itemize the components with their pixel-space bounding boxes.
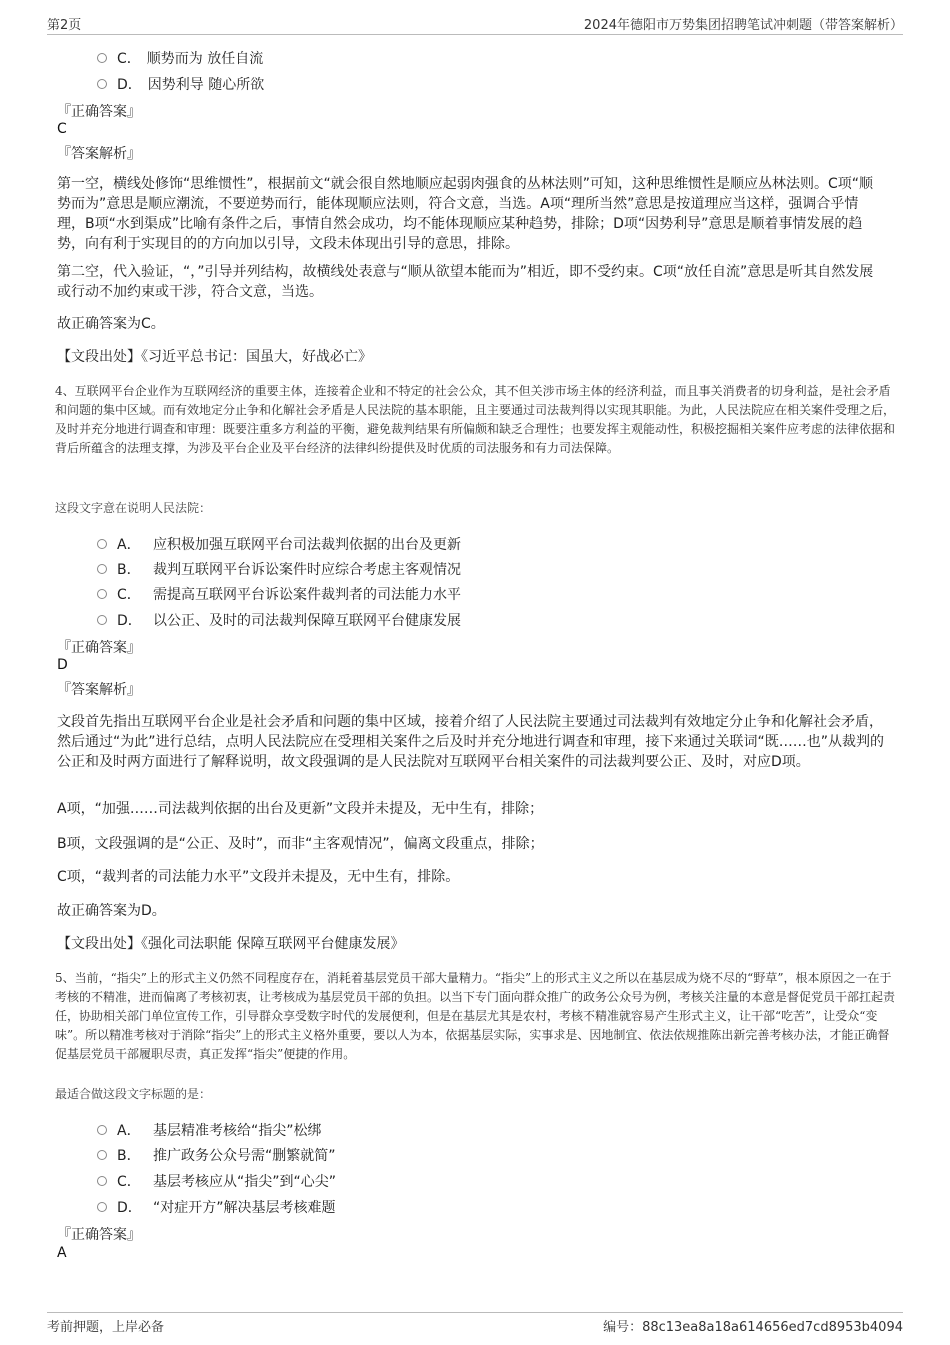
q4-analysis-3: B项，文段强调的是“公正、及时”，而非“主客观情况”，偏离文段重点，排除； <box>57 836 544 852</box>
q5-stem: 5、当前，“指尖”上的形式主义仍然不同程度存在，消耗着基层党员干部大量精力。“指尖”上的形式主义之所以在基层成为烧不尽的“野草”，根本原因之一在于考核的不精准，进而偏离了考核初衷，让考核成为基层党员干部的负担。以当下专门面向群众推广的政务公众号为例，考核关注量的本意是督促党员干部扛起责任，协助相关部门单位宣传工作，引导群众享受数字时代的发展便利，但是在基层尤其是农村，考核不精准就容易产生形式主义，让干部“吃苦”，让受众“变味”。所以精准考核对于消除“指尖”上的形式主义格外重要，要以人为本，依据基层实际，实事求是、因地制宜、依法依规推陈出新完善考核办法，才能正确督促基层党员干部履职尽责，真正发挥“指尖”便捷的作用。 <box>55 971 896 1061</box>
q3-answer: C <box>57 121 67 137</box>
q4-stem: 4、互联网平台企业作为互联网经济的重要主体，连接着企业和不特定的社会公众，其不但关涉市场主体的经济利益，而且事关消费者的切身利益，是社会矛盾和问题的集中区域。而有效地定分止争和化解社会矛盾是人民法院的基本职能，且主要通过司法裁判得以实现其职能。为此，人民法院应在相关案件受理之后，及时并充分地进行调查和审理：既要注重多方利益的平衡，避免裁判结果有所偏颇和缺乏合理性；也要发挥主观能动性，积极挖掘相关案件应考虑的法律依据和背后所蕴含的法理支撑，为涉及平台企业及平台经济的法律纠纷提供及时优质的司法服务和有力司法保障。 <box>55 384 896 455</box>
q4-analysis-5: 故正确答案为D。 <box>57 903 166 919</box>
radio-icon[interactable] <box>97 589 107 599</box>
q5-option-c[interactable]: C． 基层考核应从“指尖”到“心尖” <box>97 1171 336 1191</box>
q3-option-c[interactable]: C． 顺势而为 放任自流 <box>97 48 263 68</box>
q3-source: 【文段出处】《习近平总书记：国虽大，好战必亡》 <box>57 349 372 365</box>
q4-analysis-1: 文段首先指出互联网平台企业是社会矛盾和问题的集中区域，接着介绍了人民法院主要通过司法裁判有效地定分止争和化解社会矛盾，然后通过“为此”进行总结，点明人民法院应在受理相关案件之后及时并充分地进行调查和审理，接下来通过关联词“既……也”从裁判的公正和及时两方面进行了解释说明，故文段强调的是人民法院对互联网平台相关案件的司法裁判要公正、及时，对应D项。 <box>57 714 885 770</box>
q3-option-d[interactable]: D． 因势利导 随心所欲 <box>97 74 264 94</box>
q4-prompt: 这段文字意在说明人民法院： <box>55 501 212 515</box>
q3-analysis-2: 第二空，代入验证，“，”引导并列结构，故横线处表意与“顺从欲望本能而为”相近，即不受约束。C项“放任自流”意思是听其自然发展或行动不加约束或干涉，符合文意，当选。 <box>57 264 874 300</box>
radio-icon[interactable] <box>97 53 107 63</box>
footer-slogan: 考前押题，上岸必备 <box>47 1320 165 1335</box>
page-number: 第2页 <box>47 18 82 33</box>
q3-analysis-1: 第一空，横线处修饰“思维惯性”，根据前文“就会很自然地顺应起弱肉强食的丛林法则”可知，这种思维惯性是顺应丛林法则。C项“顺势而为”意思是顺应潮流，不要逆势而行，能体现顺应法则，符合文意，当选。A项“理所当然”意思是按道理应当这样，强调合乎情理，B项“水到渠成”比喻有条件之后，事情自然会成功，均不能体现顺应某种趋势，排除；D项“因势利导”意思是顺着事情发展的趋势，向有利于实现目的的方向加以引导，文段未体现出引导的意思，排除。 <box>57 176 874 252</box>
q4-analysis-4: C项，“裁判者的司法能力水平”文段并未提及，无中生有，排除。 <box>57 869 460 885</box>
document-code: 编号：88c13ea8a18a614656ed7cd8953b4094 <box>603 1320 903 1335</box>
page-footer <box>47 1312 903 1338</box>
radio-icon[interactable] <box>97 564 107 574</box>
q5-option-b[interactable]: B． 推广政务公众号需“删繁就简” <box>97 1145 336 1165</box>
q4-option-d[interactable]: D． 以公正、及时的司法裁判保障互联网平台健康发展 <box>97 610 461 630</box>
radio-icon[interactable] <box>97 539 107 549</box>
q5-option-d[interactable]: D． “对症开方”解决基层考核难题 <box>97 1197 336 1217</box>
q4-option-a[interactable]: A． 应积极加强互联网平台司法裁判依据的出台及更新 <box>97 534 461 554</box>
q3-analysis-label: 『答案解析』 <box>57 146 141 162</box>
radio-icon[interactable] <box>97 1150 107 1160</box>
q5-option-a[interactable]: A． 基层精准考核给“指尖”松绑 <box>97 1120 322 1140</box>
q4-answer: D <box>57 657 68 673</box>
q4-option-b[interactable]: B． 裁判互联网平台诉讼案件时应综合考虑主客观情况 <box>97 559 461 579</box>
radio-icon[interactable] <box>97 1176 107 1186</box>
q4-analysis-2: A项，“加强……司法裁判依据的出台及更新”文段并未提及，无中生有，排除； <box>57 801 544 817</box>
radio-icon[interactable] <box>97 1202 107 1212</box>
q5-prompt: 最适合做这段文字标题的是： <box>55 1087 212 1101</box>
q4-option-c[interactable]: C． 需提高互联网平台诉讼案件裁判者的司法能力水平 <box>97 584 461 604</box>
q5-answer-label: 『正确答案』 <box>57 1227 141 1243</box>
radio-icon[interactable] <box>97 615 107 625</box>
radio-icon[interactable] <box>97 79 107 89</box>
q4-answer-label: 『正确答案』 <box>57 640 141 656</box>
q4-source: 【文段出处】《强化司法职能 保障互联网平台健康发展》 <box>57 936 405 952</box>
document-title: 2024年德阳市万势集团招聘笔试冲刺题（带答案解析） <box>583 18 903 33</box>
q3-analysis-3: 故正确答案为C。 <box>57 316 165 332</box>
page-header <box>47 14 903 35</box>
radio-icon[interactable] <box>97 1125 107 1135</box>
q4-analysis-label: 『答案解析』 <box>57 682 141 698</box>
q3-answer-label: 『正确答案』 <box>57 104 141 120</box>
q5-answer: A <box>57 1245 67 1261</box>
